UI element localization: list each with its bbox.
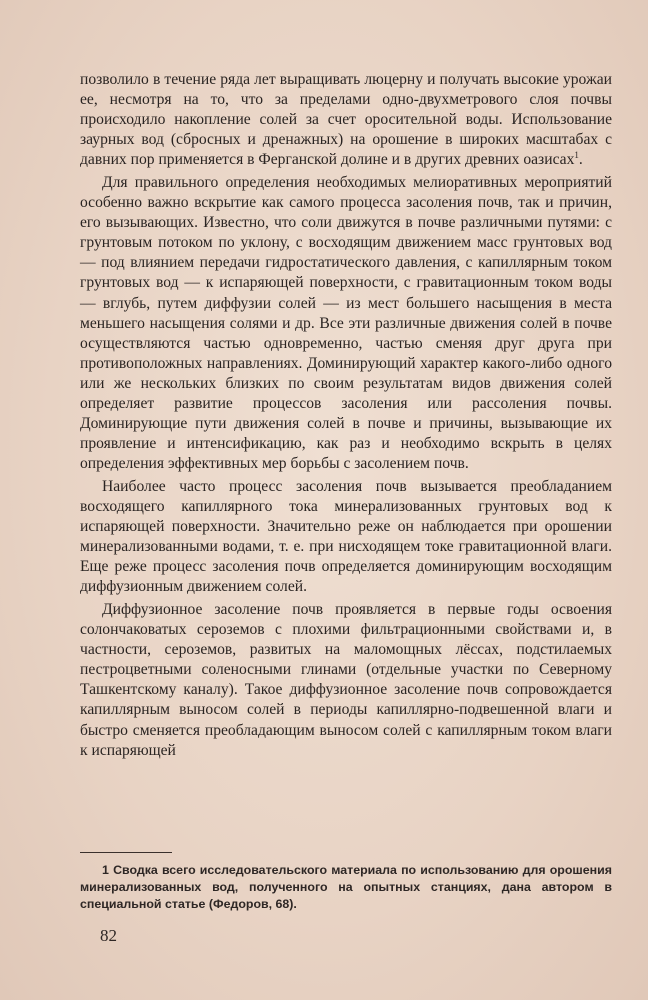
page-number: 82 [100,926,117,945]
footnote-text: Сводка всего исследовательского материала по использованию для орошения минерализованных вод, полученного на опытных станциях, дана автором в специальной статье (Федоров, 68). [80,863,612,911]
paragraph-1-end: . [578,151,583,169]
paragraph-2: Для правильного определения необходимых мелиоративных мероприятий особенно важно вскрытие как самого процесса засоления почв, так и причин, его вызывающих. Известно, что соли движутся в почве различными путями: с грунтовым потоком по уклону, с восходящим движением масс грунтовых вод — под влиянием передачи гидростатического давления, с капиллярным током грунтовых вод — к испаряющей поверхности, с гравитационным током воды — вглубь, путем диффузии солей — из мест большего насыщения в места меньшего насыщения солями и др. Все эти различные движения солей в почве осуществляются частью одновременно, частью сменяя друг друга при противоположных направлениях. Доминирующий характер какого-либо одного или же нескольких близких по своим результатам видов движения солей определяет развитие процессов засоления или рассоления почвы. Доминирующие пути движения солей в почве и причины, вызывающие их проявление и интенсификацию, как раз и необходимо вскрыть в целях определения эффективных мер борьбы с засолением почв. [80,174,612,472]
paragraph-3: Наиболее часто процесс засоления почв вызывается преобладанием восходящего капиллярного тока минерализованных грунтовых вод к испаряющей поверхности. Значительно реже он наблюдается при орошении минерализованными водами, т. е. при нисходящем токе гравитационной влаги. Еще реже процесс засоления почв определяется доминирующим восходящим диффузионным движением солей. [80,477,612,596]
paragraph-1 [80,70,612,170]
footnote-mark: 1 [102,863,109,877]
footnote-reference[interactable]: 1 [574,150,579,160]
main-text [80,70,612,761]
footnote [80,862,612,913]
paragraph-1-text: позволило в течение ряда лет выращивать люцерну и получать высокие урожаи ее, несмотря на то, что за пределами одно-двухметрового слоя почвы происходило накопление солей за счет оросительной воды. Использование заурных вод (сбросных и дренажных) на орошение в широких масштабах с давних пор применяется в Ферганской долине и в других древних оазисах [80,71,612,169]
paragraph-4: Диффузионное засоление почв проявляется в первые годы освоения солончаковатых сероземов с плохими фильтрационными свойствами и, в частности, сероземов, развитых на маломощных лёссах, подстилаемых пестроцветными соленосными глинами (отдельные участки по Северному Ташкентскому каналу). Такое диффузионное засоление почв сопровождается капиллярным выносом солей в периоды капиллярно-подвешенной влаги и быстро сменяется преобладающим выносом солей с капиллярным током влаги к испаряющей [80,601,612,759]
footnote-divider [80,852,172,853]
